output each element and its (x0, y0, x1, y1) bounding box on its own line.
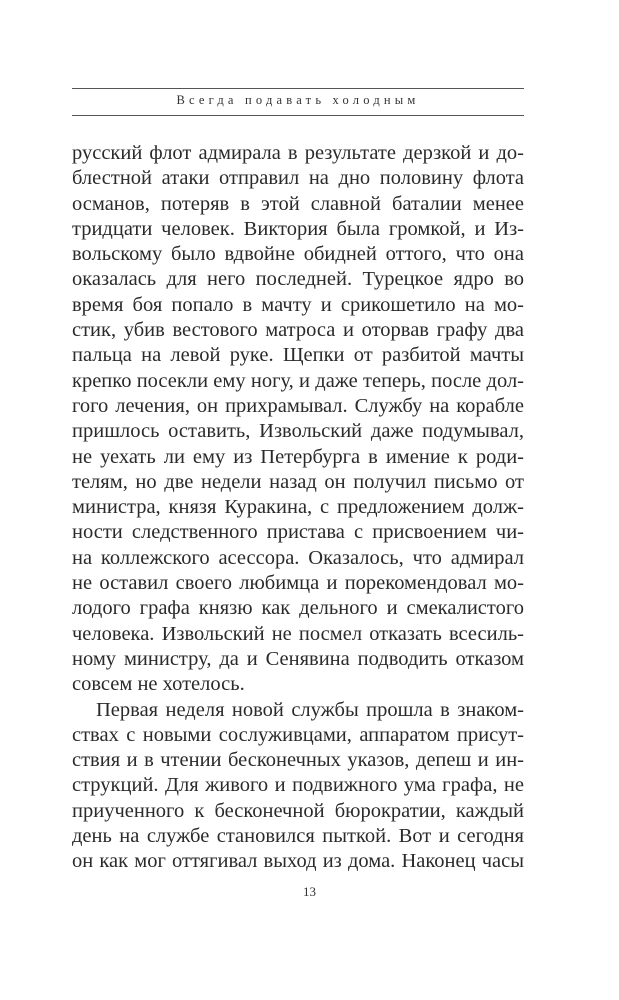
text-line: пальца на левой руке. Щепки от разбитой мачты (72, 344, 524, 367)
text-line: человека. Извольский не посмел отказать всесиль- (72, 622, 524, 645)
text-line: время боя попало в мачту и срикошетило на мо- (72, 293, 524, 316)
text-line: струкций. Для живого и подвижного ума графа, не (72, 774, 524, 797)
text-line: совсем не хотелось. (72, 673, 245, 696)
text-line: блестной атаки отправил на дно половину флота (72, 167, 524, 190)
page-number: 13 (303, 884, 316, 899)
text-line: стик, убив вестового матроса и оторвав графу два (72, 319, 524, 342)
text-line: пришлось оставить, Извольский даже подумывал, (72, 420, 524, 443)
text-line: ному министру, да и Сенявина подводить отказом (72, 647, 524, 670)
header-rule-bottom (72, 115, 524, 116)
paragraph (72, 141, 524, 698)
running-header: Всегда подавать холодным (176, 93, 420, 107)
text-line: Первая неделя новой службы прошла в знаком- (96, 698, 524, 721)
text-line: османов, потеряв в этой славной баталии менее (72, 192, 524, 215)
text-line: он как мог оттягивал выход из дома. Наконец часы (72, 850, 524, 873)
text-line: не оставил своего любимца и порекомендовал мо- (72, 572, 524, 595)
text-line: ствия и в чтении бесконечных указов, депеш и ин- (72, 749, 524, 772)
text-line: лодого графа князю как дельного и смекалистого (72, 597, 524, 620)
text-line: телям, но две недели назад он получил письмо от (72, 470, 524, 493)
header-rule-top (72, 88, 524, 89)
text-line: русский флот адмирала в результате дерзкой и до- (72, 142, 524, 164)
text-line: ности следственного пристава с присвоением чи- (72, 521, 524, 544)
body-text (72, 141, 524, 875)
text-line: ствах с новыми сослуживцами, аппаратом присут- (72, 723, 524, 746)
text-line: министра, князя Куракина, с предложением долж- (72, 496, 524, 519)
text-line: гого лечения, он прихрамывал. Службу на корабле (72, 394, 524, 417)
paragraph (72, 698, 524, 875)
text-line: оказалась для него последней. Турецкое ядро во (72, 268, 524, 291)
text-line: тридцати человек. Виктория была громкой, и Из- (72, 217, 524, 240)
text-line: вольскому было вдвойне обидней оттого, что она (72, 243, 524, 266)
text-line: не уехать ли ему из Петербурга в имение к роди- (72, 445, 524, 468)
text-line: день на службе становился пыткой. Вот и сегодня (72, 825, 524, 848)
text-line: приученного к бесконечной бюрократии, каждый (72, 799, 524, 822)
text-line: на коллежского асессора. Оказалось, что адмирал (72, 546, 524, 569)
text-line: крепко посекли ему ногу, и даже теперь, после дол- (72, 369, 524, 392)
